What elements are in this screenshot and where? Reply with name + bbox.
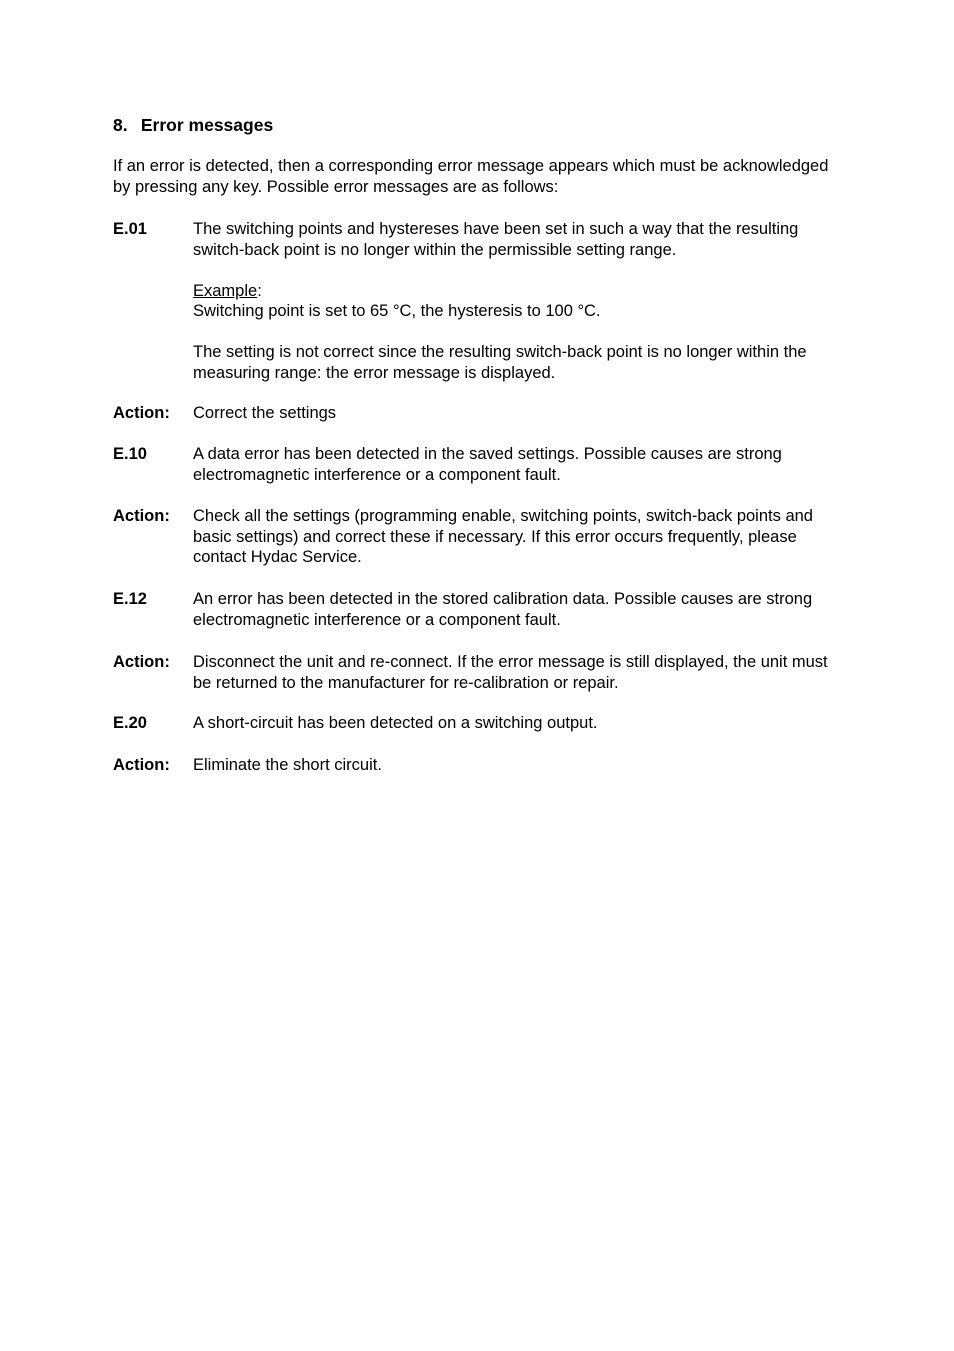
error-description [193,219,838,383]
error-text: A data error has been detected in the saved settings. Possible causes are strong electromagnetic interference or a component fault. [193,445,782,484]
error-code-label: E.10 [113,445,147,463]
error-code-label: E.12 [113,590,147,608]
section-title: Error messages [140,115,274,135]
action-entry-e10 [113,506,838,568]
error-extra-text: The setting is not correct since the resulting switch-back point is no longer within the measuring range: the error message is displayed. [193,343,807,382]
error-text: An error has been detected in the stored calibration data. Possible causes are strong electromagnetic interference or a component fault. [193,590,813,629]
action-label: Action: [113,756,170,774]
error-entry-e10 [113,444,838,485]
intro-paragraph: If an error is detected, then a corresponding error message appears which must be acknowledged by pressing any key. Possible error messages are as follows: [113,157,829,196]
section-heading [113,114,838,136]
section-number: 8. [113,115,128,135]
document-page [113,114,838,774]
error-entry-e20 [113,713,838,734]
error-entry-e12 [113,589,838,630]
error-text: The switching points and hystereses have been set in such a way that the resulting switch-back point is no longer within the permissible setting range. [193,220,799,259]
action-entry-e01 [113,403,838,424]
action-text: Disconnect the unit and re-connect. If the error message is still displayed, the unit must be returned to the manufacturer for re-calibration or repair. [193,653,828,692]
action-label: Action: [113,507,170,525]
action-label: Action: [113,653,170,671]
example-block [193,281,838,322]
action-entry-e12 [113,652,838,693]
action-entry-e20 [113,755,838,776]
error-code-label: E.01 [113,220,147,238]
action-text: Eliminate the short circuit. [193,756,382,774]
action-label: Action: [113,404,170,422]
example-text: Switching point is set to 65 °C, the hysteresis to 100 °C. [193,302,601,320]
action-text: Check all the settings (programming enable, switching points, switch-back points and basic settings) and correct these if necessary. If this error occurs frequently, please contact Hydac Service. [193,507,813,566]
example-label: Example [193,281,258,300]
example-colon: : [257,281,262,300]
error-entry-e01 [113,219,838,383]
error-text: A short-circuit has been detected on a switching output. [193,714,598,732]
error-code-label: E.20 [113,714,147,732]
action-text: Correct the settings [193,404,337,422]
